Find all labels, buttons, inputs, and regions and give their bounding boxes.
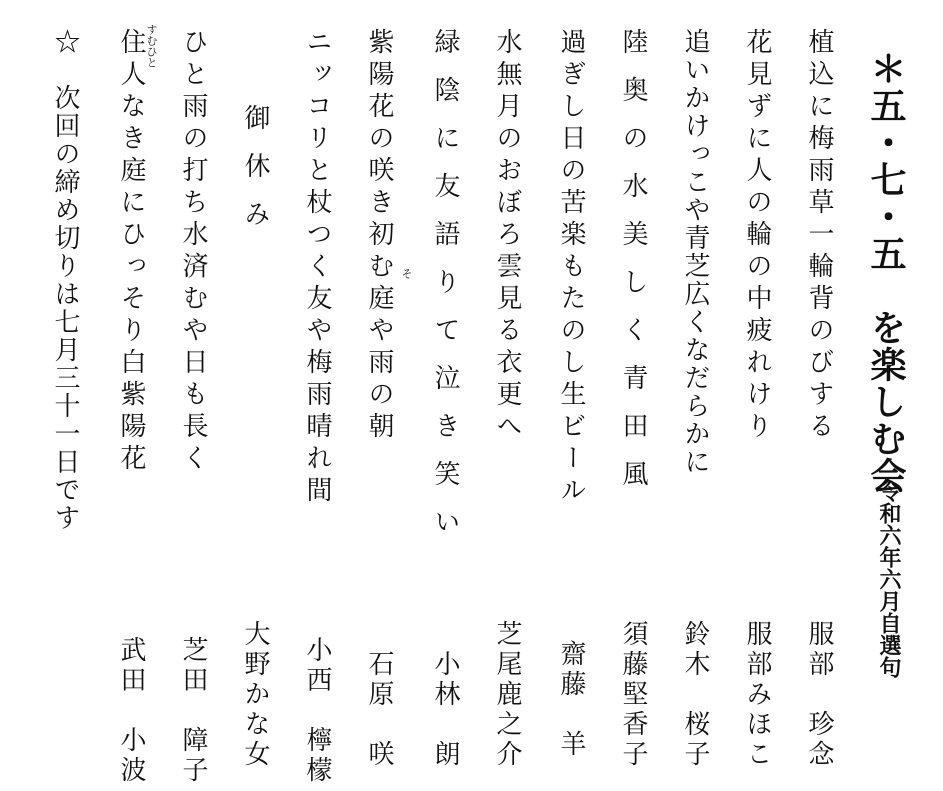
page-subtitle: 令和六年六月自選句 xyxy=(876,480,902,678)
ruby-annotation: そ xyxy=(400,268,413,279)
author-1: 服部 珍念 xyxy=(804,620,834,770)
author-8: 石原 咲 xyxy=(364,650,394,770)
author-6: 芝尾鹿之介 xyxy=(492,620,522,770)
author-5: 齋藤 羊 xyxy=(556,640,586,760)
footer-note: ☆ 次回の締め切りは七月三十一日です xyxy=(50,28,80,532)
haiku-1: 植込に梅雨草一輪背のびする xyxy=(804,28,834,444)
page-title: ＊五・七・五 を楽しむ会 xyxy=(865,50,907,494)
author-7: 小林 朗 xyxy=(430,650,460,770)
author-4: 須藤堅香子 xyxy=(618,620,648,770)
author-3: 鈴木 桜子 xyxy=(680,620,710,770)
author-2: 服部みほこ xyxy=(742,620,772,770)
haiku-2: 花見ずに人の輪の中疲れけり xyxy=(742,28,772,444)
author-11: 芝田 障子 xyxy=(178,636,208,786)
haiku-10: 御 休 み xyxy=(240,104,270,222)
haiku-6: 水無月のおぼろ雲見る衣更へ xyxy=(492,28,522,444)
author-12: 武田 小波 xyxy=(116,636,146,786)
haiku-4: 陸 奥 の 水 美 し く 青 田 風 xyxy=(618,28,648,482)
haiku-9: ニッコリと杖つく友や梅雨晴れ間 xyxy=(302,28,332,508)
haiku-12: 住人なき庭にひっそり白紫陽花 xyxy=(116,28,146,476)
haiku-8: 紫陽花の咲き初む庭や雨の朝 xyxy=(364,28,394,444)
haiku-7: 緑 陰 に 友 語 り て 泣 き 笑 い xyxy=(430,28,460,530)
author-9: 小西 檸檬 xyxy=(302,636,332,786)
haiku-11: ひと雨の打ち水済むや日も長く xyxy=(178,28,208,476)
ruby-annotation: すむひと xyxy=(145,24,158,68)
haiku-3: 追いかけっこや青芝広くなだらかに xyxy=(680,28,710,476)
author-10: 大野かな女 xyxy=(240,620,270,770)
haiku-5: 過ぎし日の苦楽もたのし生ビール xyxy=(556,28,586,508)
